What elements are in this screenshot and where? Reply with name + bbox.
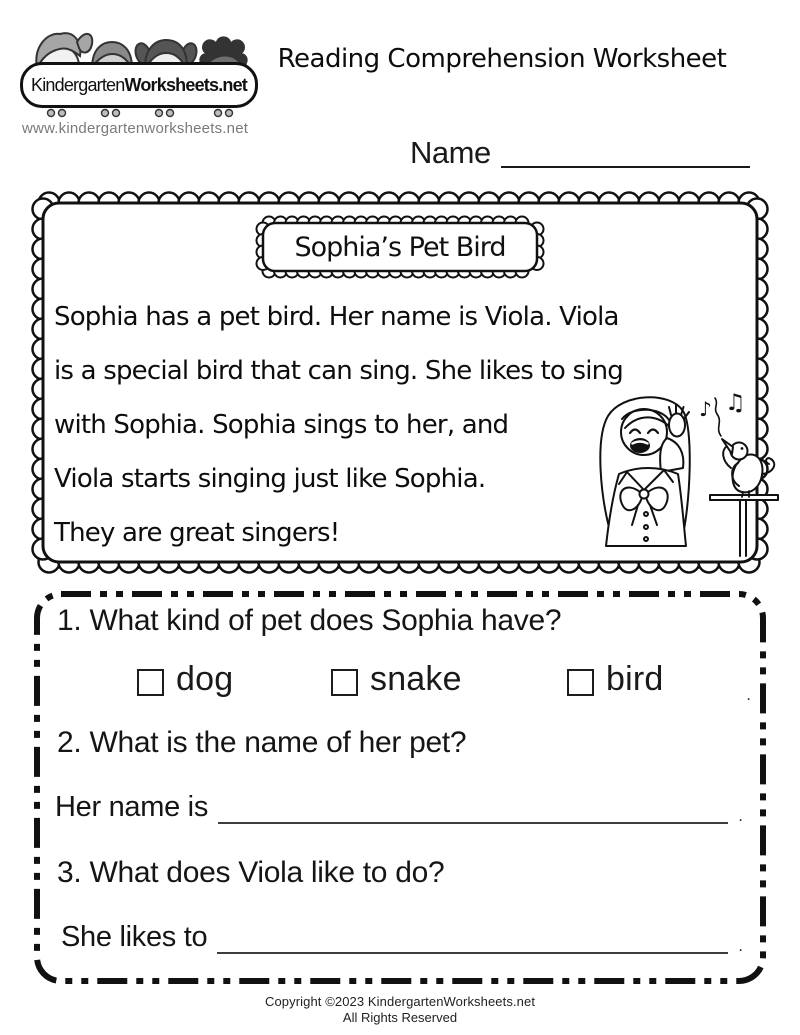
question-3-text: 3. What does Viola like to do?	[57, 856, 445, 889]
option-snake[interactable]	[331, 660, 462, 699]
site-url: www.kindergartenworksheets.net	[22, 120, 249, 137]
site-logo	[20, 22, 260, 122]
question-2-answer-prefix: Her name is	[55, 791, 209, 824]
questions-box	[33, 590, 767, 985]
story-illustration	[582, 386, 787, 558]
story-line: is a special bird that can sing. She likes to sing	[54, 356, 624, 386]
rights-line: All Rights Reserved	[342, 1010, 458, 1025]
story-line: They are great singers!	[54, 518, 340, 548]
option-snake-label: snake	[370, 660, 462, 698]
story-title-bubble	[254, 214, 546, 280]
question-3-blank-line[interactable]	[217, 914, 728, 954]
checkbox-icon[interactable]	[567, 669, 594, 696]
page-title: Reading Comprehension Worksheet	[277, 44, 727, 74]
checkbox-icon[interactable]	[331, 669, 358, 696]
option-dog[interactable]	[137, 660, 233, 699]
question-3-end-mark: .	[738, 936, 743, 955]
option-bird[interactable]	[567, 660, 664, 699]
name-label: Name	[410, 135, 491, 170]
logo-brand-part2: Worksheets.net	[124, 74, 247, 95]
music-note-icon: ♪	[699, 397, 712, 421]
question-2-end-mark: .	[738, 806, 743, 825]
story-line: with Sophia. Sophia sings to her, and	[54, 410, 509, 440]
option-bird-label: bird	[606, 660, 664, 698]
story-line: Sophia has a pet bird. Her name is Viola. Viola	[54, 302, 619, 332]
copyright-line: Copyright ©2023 KindergartenWorksheets.net	[264, 994, 536, 1009]
music-note-icon: ♫	[725, 390, 746, 416]
question-2-blank-line[interactable]	[218, 784, 728, 824]
story-line: Viola starts singing just like Sophia.	[54, 464, 486, 494]
story-box	[30, 190, 770, 575]
logo-banner	[20, 62, 258, 108]
question-1-text: 1. What kind of pet does Sophia have?	[57, 604, 562, 637]
question-3-answer-prefix: She likes to	[61, 921, 208, 954]
question-3-answer-row	[61, 914, 743, 954]
footer	[0, 994, 800, 1025]
name-row	[410, 130, 750, 168]
question-1-end-mark: .	[746, 685, 751, 704]
story-title: Sophia’s Pet Bird	[294, 231, 506, 263]
option-dog-label: dog	[176, 660, 234, 698]
question-2-text: 2. What is the name of her pet?	[57, 726, 467, 759]
name-blank-line[interactable]	[501, 130, 750, 168]
question-2-answer-row	[55, 784, 743, 824]
logo-brand-part1: Kindergarten	[31, 74, 125, 95]
checkbox-icon[interactable]	[137, 669, 164, 696]
question-1-options	[33, 660, 767, 702]
